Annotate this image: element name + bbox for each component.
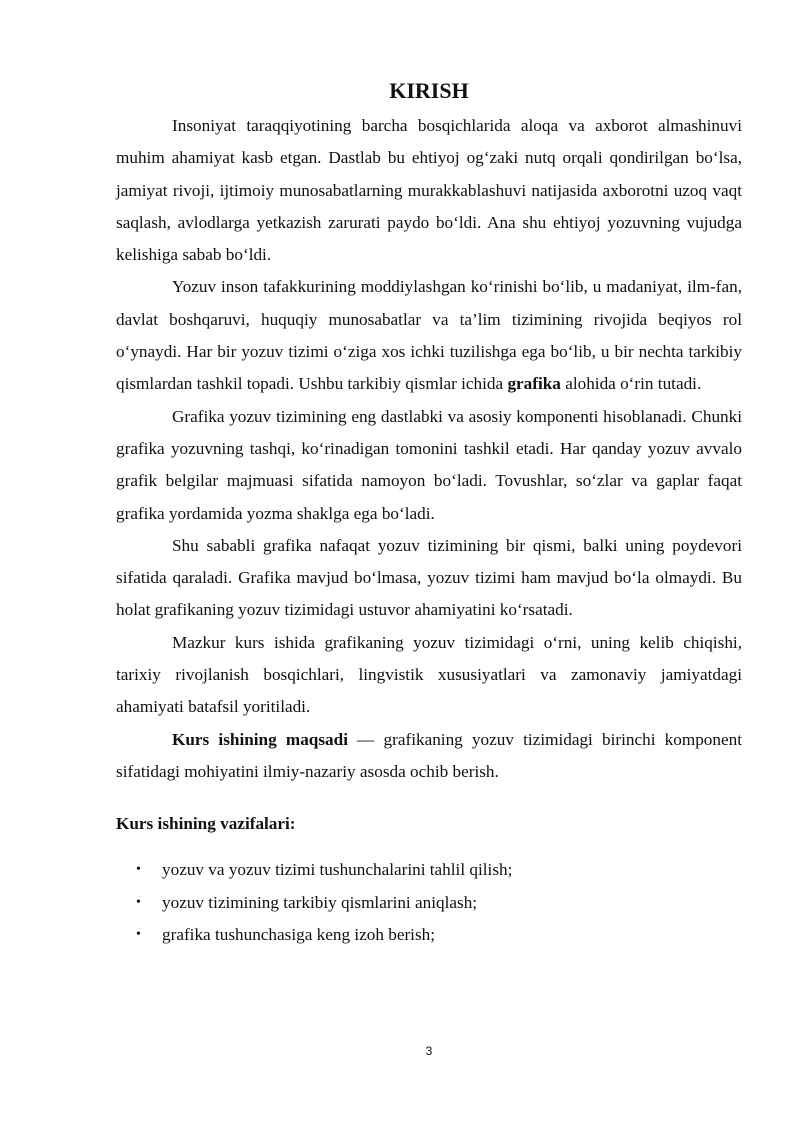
list-item (116, 887, 742, 920)
list-item-text: grafika tushunchasiga keng izoh berish; (162, 925, 436, 945)
paragraph-1: Insoniyat taraqqiyotining barcha bosqichlarida aloqa va axborot almashinuvi muhim ahamiyat kasb etgan. Dastlab bu ehtiyoj og‘zaki nutq orqali qondirilgan bo‘lsa, jamiyat rivoji, ijtimoiy munosabatlarning murakkablashuvi natijasida axborotni uzoq vaqt saqlash, avlodlarga yetkazish zarurati paydo bo‘ldi. Ana shu ehtiyoj yozuvning vujudga kelishiga sabab bo‘ldi. (116, 116, 742, 265)
tasks-list (116, 854, 742, 952)
paragraph-2-text-b: alohida o‘rin tutadi. (560, 374, 702, 394)
paragraph-2-text-a: Yozuv inson tafakkurining moddiylashgan ko‘rinishi bo‘lib, u madaniyat, ilm-fan, davlat boshqaruvi, huquqiy munosabatlar va ta’lim tizimining rivojida beqiyos rol o‘ynaydi. Har bir yozuv tizimi o‘ziga xos ichki tuzilishga ega bo‘lib, u bir nechta tarkibiy qismlardan tashkil topadi. Ushbu tarkibiy qismlar ichida (116, 277, 742, 394)
list-item-text: yozuv tizimining tarkibiy qismlarini aniqlash; (162, 892, 478, 912)
paragraph-3: Grafika yozuv tizimining eng dastlabki va asosiy komponenti hisoblanadi. Chunki grafika yozuvning tashqi, ko‘rinadigan tomonini tashkil etadi. Har qanday yozuv avvalo grafik belgilar majmuasi sifatida namoyon bo‘ladi. Tovushlar, so‘zlar va gaplar faqat grafika yordamida yozma shaklga ega bo‘ladi. (116, 406, 742, 523)
page-number: 3 (425, 1044, 433, 1058)
list-item (116, 919, 742, 952)
bullet-icon: • (136, 894, 141, 910)
paragraph-5: Mazkur kurs ishida grafikaning yozuv tizimidagi o‘rni, uning kelib chiqishi, tarixiy rivojlanish bosqichlari, lingvistik xususiyatlari va zamonaviy jamiyatdagi ahamiyati batafsil yoritiladi. (116, 632, 742, 717)
bullet-icon: • (136, 862, 141, 878)
paragraph-4: Shu sababli grafika nafaqat yozuv tizimining bir qismi, balki uning poydevori sifatida qaraladi. Grafika mavjud bo‘lmasa, yozuv tizimi ham mavjud bo‘la olmaydi. Bu holat grafikaning yozuv tizimidagi ustuvor ahamiyatini ko‘rsatadi. (116, 535, 742, 620)
list-item-text: yozuv va yozuv tizimi tushunchalarini tahlil qilish; (162, 860, 513, 880)
paragraph-2 (116, 271, 742, 400)
tasks-heading: Kurs ishining vazifalari: (116, 814, 296, 834)
bullet-icon: • (136, 927, 141, 943)
paragraph-2-bold-term: grafika (507, 374, 561, 394)
list-item (116, 854, 742, 887)
page-title: KIRISH (389, 78, 469, 103)
paragraph-6-bold-term: Kurs ishining maqsadi (172, 729, 348, 749)
paragraph-6 (116, 724, 742, 789)
paragraph-6-text: — grafikaning yozuv tizimidagi birinchi komponent sifatidagi mohiyatini ilmiy-nazariy asosda ochib berish. (116, 729, 742, 781)
document-page (116, 76, 742, 952)
